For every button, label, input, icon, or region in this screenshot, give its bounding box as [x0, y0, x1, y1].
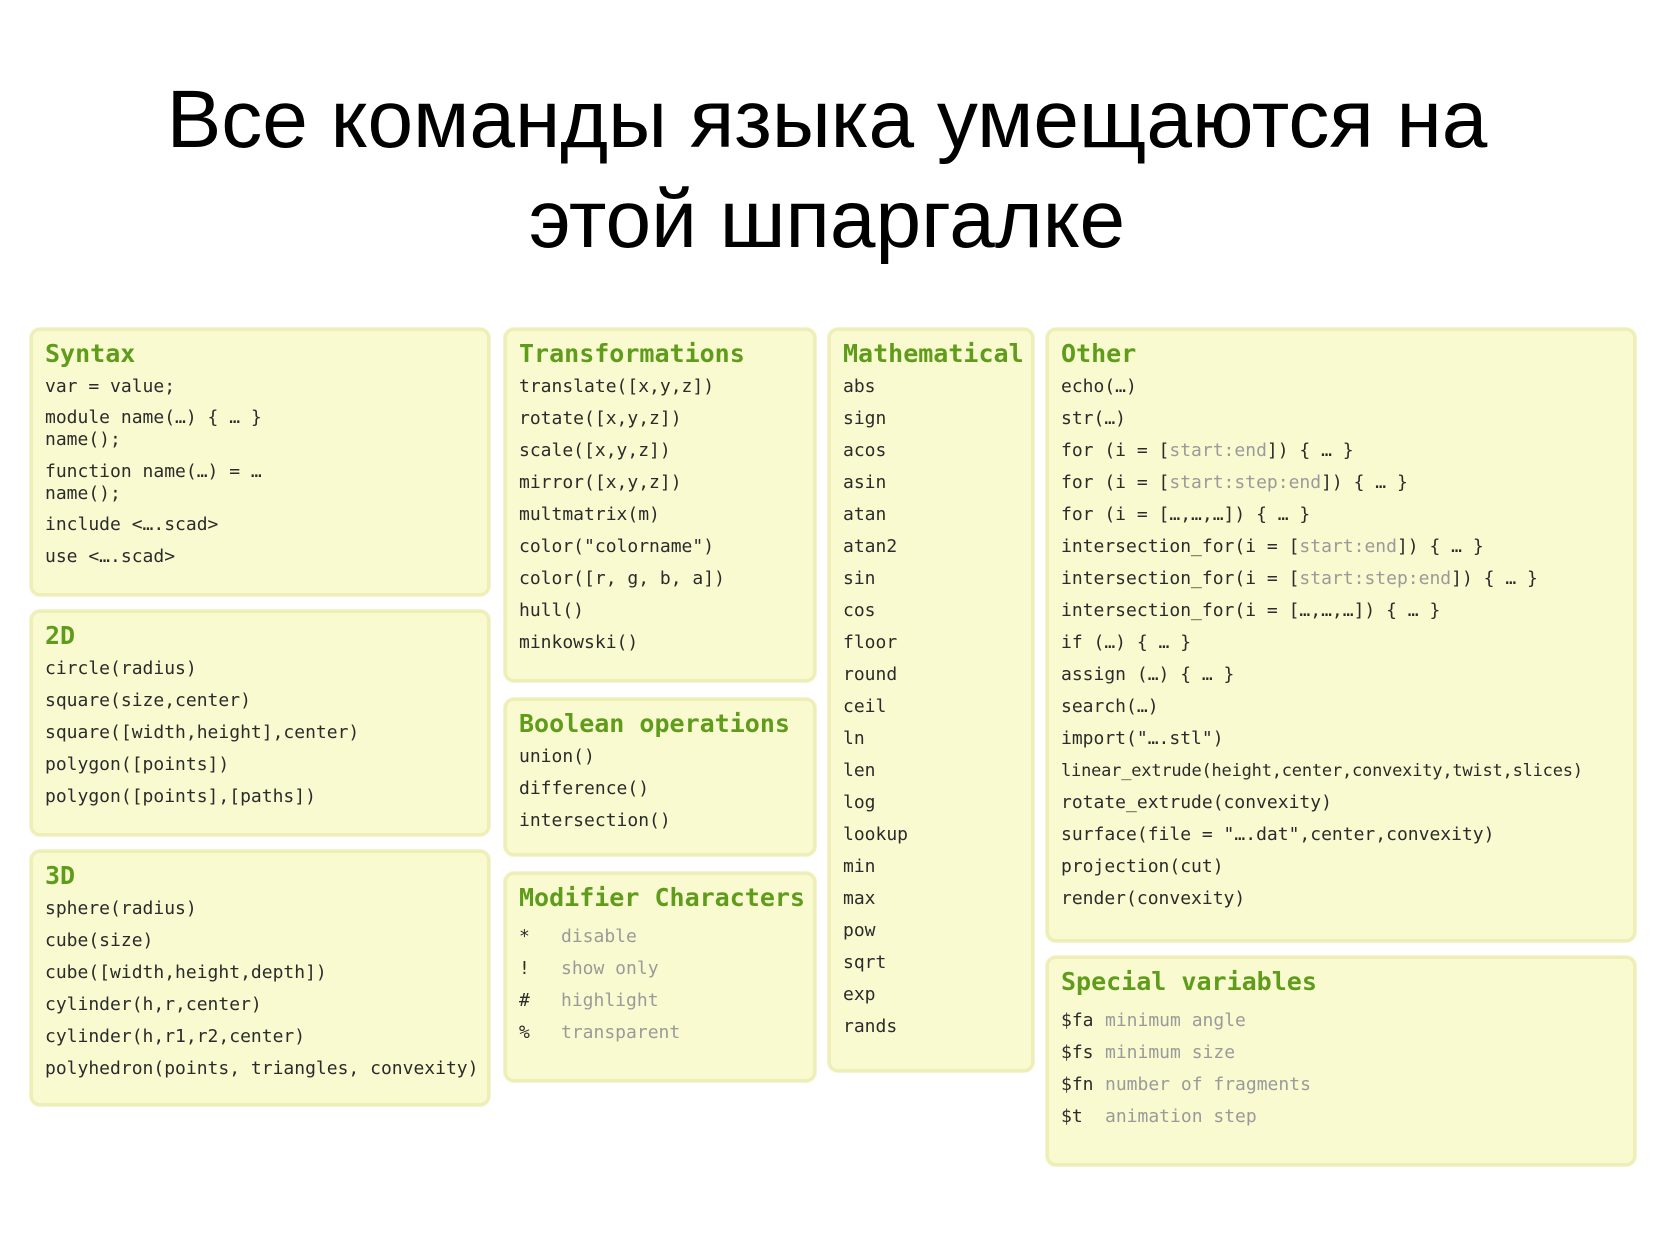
3d-card-title: 3D — [45, 861, 76, 890]
modifier-card-title: Modifier Characters — [519, 883, 805, 912]
other-line: search(…) — [1061, 696, 1159, 717]
transformations-line: mirror([x,y,z]) — [519, 472, 682, 493]
2d-line: polygon([points]) — [45, 754, 230, 775]
special-variable-description: animation step — [1105, 1106, 1257, 1127]
math-function: sqrt — [843, 952, 887, 973]
math-function: log — [843, 792, 876, 813]
2d-line: square(size,center) — [45, 690, 251, 711]
boolean-line: difference() — [519, 778, 650, 799]
transformations-line: scale([x,y,z]) — [519, 440, 671, 461]
syntax-card — [30, 328, 490, 596]
special-variable-description: number of fragments — [1105, 1074, 1311, 1095]
slide-title-line1: Все команды языка умещаются на — [166, 74, 1488, 165]
modifier-row — [519, 985, 801, 1017]
transformations-card — [504, 328, 816, 682]
transformations-line: hull() — [519, 600, 585, 621]
modifier-row — [519, 953, 801, 985]
math-function: ceil — [843, 696, 887, 717]
special-variables-card — [1046, 956, 1636, 1166]
math-function: cos — [843, 600, 876, 621]
other-card-title: Other — [1061, 339, 1137, 368]
mathematical-card — [828, 328, 1034, 1072]
special-variable-row — [1061, 1037, 1621, 1069]
syntax-line: use <….scad> — [45, 546, 176, 567]
modifier-symbol: # — [519, 990, 530, 1011]
3d-card — [30, 850, 490, 1106]
slide-title — [0, 70, 1654, 270]
syntax-line: var = value; — [45, 376, 176, 397]
boolean-line: intersection() — [519, 810, 671, 831]
other-line: if (…) { … } — [1061, 632, 1192, 653]
boolean-card — [504, 698, 816, 856]
math-function: max — [843, 888, 876, 909]
other-line: for (i = [start:step:end]) { … } — [1061, 472, 1408, 493]
modifier-symbol: ! — [519, 958, 530, 979]
boolean-line: union() — [519, 746, 595, 767]
math-function: sign — [843, 408, 887, 429]
syntax-line: function name(…) = … — [45, 461, 262, 482]
math-function: lookup — [843, 824, 909, 845]
other-line: assign (…) { … } — [1061, 664, 1235, 685]
other-line: render(convexity) — [1061, 888, 1246, 909]
3d-line: polyhedron(points, triangles, convexity) — [45, 1058, 479, 1079]
math-function: acos — [843, 440, 887, 461]
2d-line: square([width,height],center) — [45, 722, 360, 743]
transformations-line: translate([x,y,z]) — [519, 376, 715, 397]
math-function: len — [843, 760, 876, 781]
special-variable-name: $fs — [1061, 1042, 1094, 1063]
boolean-card-title: Boolean operations — [519, 709, 790, 738]
modifier-symbol: % — [519, 1022, 530, 1043]
other-line: str(…) — [1061, 408, 1127, 429]
modifier-symbol: * — [519, 926, 530, 947]
modifier-row — [519, 921, 801, 953]
modifier-description: show only — [561, 958, 659, 979]
other-line: intersection_for(i = […,…,…]) { … } — [1061, 600, 1441, 621]
special-variable-name: $fn — [1061, 1074, 1094, 1095]
other-card — [1046, 328, 1636, 942]
syntax-line: module name(…) { … } — [45, 407, 262, 428]
transformations-line: color("colorname") — [519, 536, 715, 557]
math-function: atan — [843, 504, 887, 525]
3d-line: sphere(radius) — [45, 898, 197, 919]
2d-card-title: 2D — [45, 621, 76, 650]
transformations-card-title: Transformations — [519, 339, 745, 368]
other-line: rotate_extrude(convexity) — [1061, 792, 1332, 813]
other-line: intersection_for(i = [start:end]) { … } — [1061, 536, 1484, 557]
math-function: ln — [843, 728, 865, 749]
other-line: for (i = [start:end]) { … } — [1061, 440, 1354, 461]
math-function: atan2 — [843, 536, 898, 557]
special-variable-name: $fa — [1061, 1010, 1094, 1031]
math-function: sin — [843, 568, 876, 589]
other-line: surface(file = "….dat",center,convexity) — [1061, 824, 1495, 845]
modifier-description: transparent — [561, 1022, 681, 1043]
special-variable-row — [1061, 1101, 1621, 1133]
3d-line: cube(size) — [45, 930, 154, 951]
other-line: projection(cut) — [1061, 856, 1224, 877]
syntax-line: name(); — [45, 429, 121, 450]
math-function: pow — [843, 920, 876, 941]
modifier-card — [504, 872, 816, 1082]
modifier-row — [519, 1017, 801, 1049]
math-function: rands — [843, 1016, 898, 1037]
other-line: import("….stl") — [1061, 728, 1224, 749]
slide-title-line2: этой шпаргалке — [528, 174, 1126, 265]
math-function: abs — [843, 376, 876, 397]
special-variable-row — [1061, 1069, 1621, 1101]
special-variables-card-title: Special variables — [1061, 967, 1317, 996]
syntax-line: name(); — [45, 483, 121, 504]
special-variable-description: minimum angle — [1105, 1010, 1246, 1031]
3d-line: cylinder(h,r,center) — [45, 994, 262, 1015]
mathematical-card-title: Mathematical — [843, 339, 1024, 368]
math-function: asin — [843, 472, 887, 493]
other-line: echo(…) — [1061, 376, 1137, 397]
math-function: min — [843, 856, 876, 877]
modifier-description: disable — [561, 926, 637, 947]
other-line: for (i = […,…,…]) { … } — [1061, 504, 1311, 525]
2d-line: polygon([points],[paths]) — [45, 786, 316, 807]
transformations-line: color([r, g, b, a]) — [519, 568, 725, 589]
transformations-line: minkowski() — [519, 632, 639, 653]
other-line: linear_extrude(height,center,convexity,twist,slices) — [1061, 761, 1583, 781]
2d-card — [30, 610, 490, 836]
math-function: floor — [843, 632, 898, 653]
2d-line: circle(radius) — [45, 658, 197, 679]
3d-line: cylinder(h,r1,r2,center) — [45, 1026, 306, 1047]
3d-line: cube([width,height,depth]) — [45, 962, 327, 983]
syntax-card-title: Syntax — [45, 339, 136, 368]
math-function: exp — [843, 984, 876, 1005]
special-variable-description: minimum size — [1105, 1042, 1236, 1063]
syntax-line: include <….scad> — [45, 514, 219, 535]
transformations-line: rotate([x,y,z]) — [519, 408, 682, 429]
special-variable-row — [1061, 1005, 1621, 1037]
modifier-description: highlight — [561, 990, 659, 1011]
special-variable-name: $t — [1061, 1106, 1083, 1127]
transformations-line: multmatrix(m) — [519, 504, 660, 525]
math-function: round — [843, 664, 898, 685]
other-line: intersection_for(i = [start:step:end]) { … } — [1061, 568, 1538, 589]
